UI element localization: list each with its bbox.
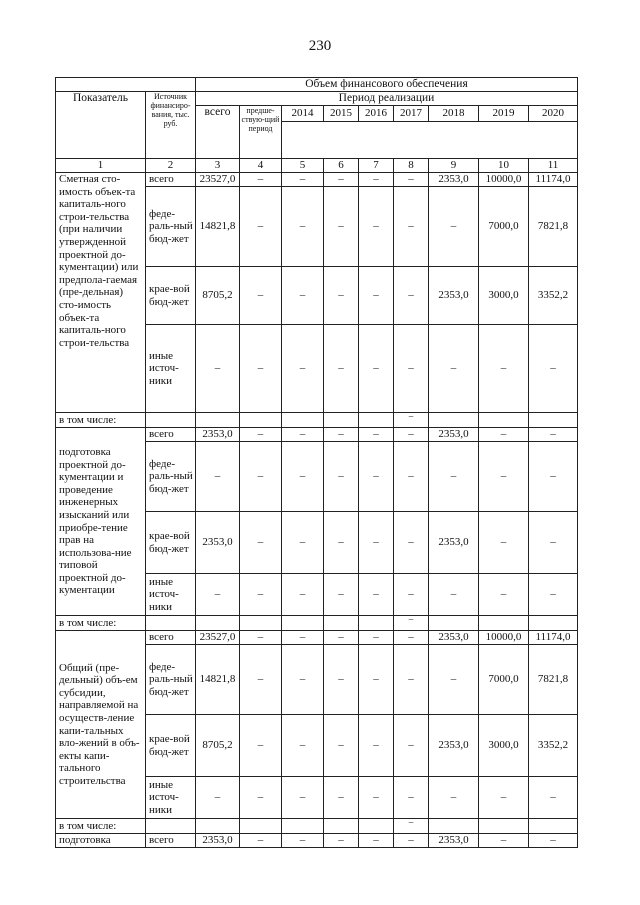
table-row [56,173,578,187]
value-cell: – [529,512,578,574]
value-cell: – [282,428,324,442]
source-cell: всего [146,631,196,645]
source-cell: иные источ-ники [146,574,196,616]
source-cell: феде-раль-ный бюд-жет [146,645,196,715]
source-cell: всего [146,428,196,442]
value-cell: – [240,442,282,512]
value-cell: 3352,2 [529,715,578,777]
value-cell: – [324,574,359,616]
value-cell: 7000,0 [479,187,529,267]
column-number: 10 [479,159,529,173]
value-cell: 11174,0 [529,631,578,645]
subheading-mark: – [394,413,429,428]
value-cell: – [529,442,578,512]
value-cell: – [196,777,240,819]
source-cell: всего [146,173,196,187]
value-cell: 2353,0 [196,834,240,848]
value-cell: – [394,834,429,848]
value-cell: – [394,512,429,574]
value-cell: – [240,187,282,267]
column-number: 7 [359,159,394,173]
empty-cell [479,819,529,834]
value-cell: 14821,8 [196,645,240,715]
value-cell: – [394,574,429,616]
value-cell: 2353,0 [429,715,479,777]
value-cell: – [394,325,429,413]
source-cell: иные источ-ники [146,777,196,819]
value-cell: 2353,0 [196,428,240,442]
column-number: 11 [529,159,578,173]
value-cell: – [240,715,282,777]
empty-cell [196,413,240,428]
subheading-label: в том числе: [56,819,146,834]
value-cell: – [240,428,282,442]
value-cell: – [394,187,429,267]
value-cell: – [359,187,394,267]
header-year-spacer [282,122,578,159]
source-cell: крае-вой бюд-жет [146,267,196,325]
value-cell: – [282,834,324,848]
empty-cell [146,616,196,631]
subheading-row [56,616,578,631]
value-cell: – [394,173,429,187]
empty-cell [324,616,359,631]
value-cell: – [240,777,282,819]
value-cell: – [429,574,479,616]
value-cell: 2353,0 [429,173,479,187]
value-cell: – [394,442,429,512]
empty-cell [196,616,240,631]
value-cell: 8705,2 [196,267,240,325]
subheading-row [56,413,578,428]
value-cell: – [394,715,429,777]
value-cell: – [240,834,282,848]
value-cell: – [429,325,479,413]
empty-cell [479,413,529,428]
value-cell: – [479,512,529,574]
value-cell: – [479,834,529,848]
value-cell: – [394,777,429,819]
column-number: 5 [282,159,324,173]
value-cell: – [394,631,429,645]
value-cell: – [359,512,394,574]
value-cell: – [324,267,359,325]
value-cell: – [429,187,479,267]
value-cell: – [359,715,394,777]
value-cell: – [324,631,359,645]
value-cell: – [282,645,324,715]
value-cell: 2353,0 [429,512,479,574]
value-cell: – [240,325,282,413]
value-cell: – [479,574,529,616]
source-cell: иные источ-ники [146,325,196,413]
value-cell: – [282,442,324,512]
value-cell: – [359,645,394,715]
empty-cell [146,819,196,834]
value-cell: – [359,442,394,512]
value-cell: – [529,428,578,442]
value-cell: – [240,173,282,187]
header-source: Источник финансиро-вания, тыс. руб. [146,92,196,159]
empty-cell [196,819,240,834]
value-cell: – [324,715,359,777]
value-cell: – [282,574,324,616]
value-cell: 2353,0 [429,631,479,645]
value-cell: 7821,8 [529,187,578,267]
header-year: 2019 [479,106,529,122]
value-cell: – [324,187,359,267]
source-cell: крае-вой бюд-жет [146,512,196,574]
empty-cell [282,819,324,834]
header-period: Период реализации [196,92,578,106]
header-total: всего [196,106,240,159]
column-number: 4 [240,159,282,173]
value-cell: 23527,0 [196,631,240,645]
empty-cell [359,616,394,631]
column-number: 1 [56,159,146,173]
value-cell: – [529,834,578,848]
subheading-label: в том числе: [56,616,146,631]
value-cell: – [359,574,394,616]
value-cell: 3352,2 [529,267,578,325]
value-cell: – [479,325,529,413]
value-cell: – [196,574,240,616]
empty-cell [479,616,529,631]
value-cell: – [282,173,324,187]
value-cell: – [240,631,282,645]
source-cell: феде-раль-ный бюд-жет [146,187,196,267]
empty-cell [282,616,324,631]
value-cell: – [282,715,324,777]
indicator-cell: подготовка проектной до-кументации и проведение инженерных изысканий или приобре-тение прав на использова-ние типовой проектной до-кументации [56,428,146,616]
source-cell: всего [146,834,196,848]
value-cell: 10000,0 [479,173,529,187]
value-cell: – [359,325,394,413]
value-cell: – [394,645,429,715]
empty-cell [359,819,394,834]
value-cell: – [394,428,429,442]
value-cell: – [324,325,359,413]
value-cell: – [359,428,394,442]
subheading-label: в том числе: [56,413,146,428]
empty-cell [282,413,324,428]
value-cell: – [282,777,324,819]
value-cell: – [429,645,479,715]
subheading-mark: – [394,616,429,631]
header-indicator: Показатель [56,92,146,159]
header-year: 2014 [282,106,324,122]
empty-cell [240,819,282,834]
value-cell: 3000,0 [479,267,529,325]
value-cell: 10000,0 [479,631,529,645]
empty-cell [324,819,359,834]
value-cell: – [529,325,578,413]
table-row [56,428,578,442]
value-cell: – [282,187,324,267]
table-row [56,631,578,645]
empty-cell [529,413,578,428]
value-cell: – [429,442,479,512]
value-cell: 2353,0 [429,834,479,848]
value-cell: – [282,631,324,645]
value-cell: – [240,267,282,325]
source-cell: феде-раль-ный бюд-жет [146,442,196,512]
value-cell: – [324,834,359,848]
value-cell: – [282,267,324,325]
value-cell: – [479,777,529,819]
indicator-cell: Общий (пре-дельный) объ-ем субсидии, направляемой на осуществ-ление капи-тальных вло-жений в объ-екты капи-тального строительства [56,631,146,819]
value-cell: 2353,0 [429,267,479,325]
subheading-mark: – [394,819,429,834]
value-cell: 11174,0 [529,173,578,187]
header-blank [56,78,196,92]
value-cell: – [529,777,578,819]
value-cell: 3000,0 [479,715,529,777]
empty-cell [359,413,394,428]
value-cell: – [359,631,394,645]
value-cell: – [479,428,529,442]
value-cell: 7821,8 [529,645,578,715]
value-cell: – [240,512,282,574]
header-year: 2020 [529,106,578,122]
column-number: 8 [394,159,429,173]
value-cell: – [324,442,359,512]
empty-cell [529,616,578,631]
value-cell: 14821,8 [196,187,240,267]
value-cell: 2353,0 [429,428,479,442]
indicator-cell: Сметная сто-имость объек-та капиталь-ного строи-тельства (при наличии утвержденной проектной до-кументации) или предполa-гаемая (пре-дельная) сто-имость объек-та капиталь-ного строи-тельства [56,173,146,413]
value-cell: 23527,0 [196,173,240,187]
value-cell: – [196,325,240,413]
value-cell: – [479,442,529,512]
empty-cell [429,413,479,428]
header-previous-period: предше-ствую-щий период [240,106,282,159]
value-cell: – [529,574,578,616]
empty-cell [324,413,359,428]
value-cell: – [359,173,394,187]
value-cell: – [324,428,359,442]
page-number: 230 [308,38,332,54]
header-funding-volume: Объем финансового обеспечения [196,78,578,92]
column-number: 6 [324,159,359,173]
value-cell: – [359,267,394,325]
value-cell: 8705,2 [196,715,240,777]
value-cell: – [324,645,359,715]
value-cell: 2353,0 [196,512,240,574]
header-year: 2017 [394,106,429,122]
empty-cell [529,819,578,834]
column-number: 3 [196,159,240,173]
header-year: 2015 [324,106,359,122]
source-cell: крае-вой бюд-жет [146,715,196,777]
table-row [56,834,578,848]
empty-cell [429,616,479,631]
empty-cell [240,616,282,631]
value-cell: – [324,173,359,187]
subheading-row [56,819,578,834]
header-year: 2016 [359,106,394,122]
header-year: 2018 [429,106,479,122]
column-number: 9 [429,159,479,173]
indicator-cell: подготовка [56,834,146,848]
value-cell: – [196,442,240,512]
value-cell: – [324,512,359,574]
value-cell: 7000,0 [479,645,529,715]
value-cell: – [359,777,394,819]
column-number: 2 [146,159,196,173]
value-cell: – [429,777,479,819]
value-cell: – [282,325,324,413]
empty-cell [146,413,196,428]
value-cell: – [240,645,282,715]
value-cell: – [240,574,282,616]
empty-cell [429,819,479,834]
value-cell: – [282,512,324,574]
financing-table [55,77,578,848]
value-cell: – [324,777,359,819]
value-cell: – [359,834,394,848]
value-cell: – [394,267,429,325]
empty-cell [240,413,282,428]
